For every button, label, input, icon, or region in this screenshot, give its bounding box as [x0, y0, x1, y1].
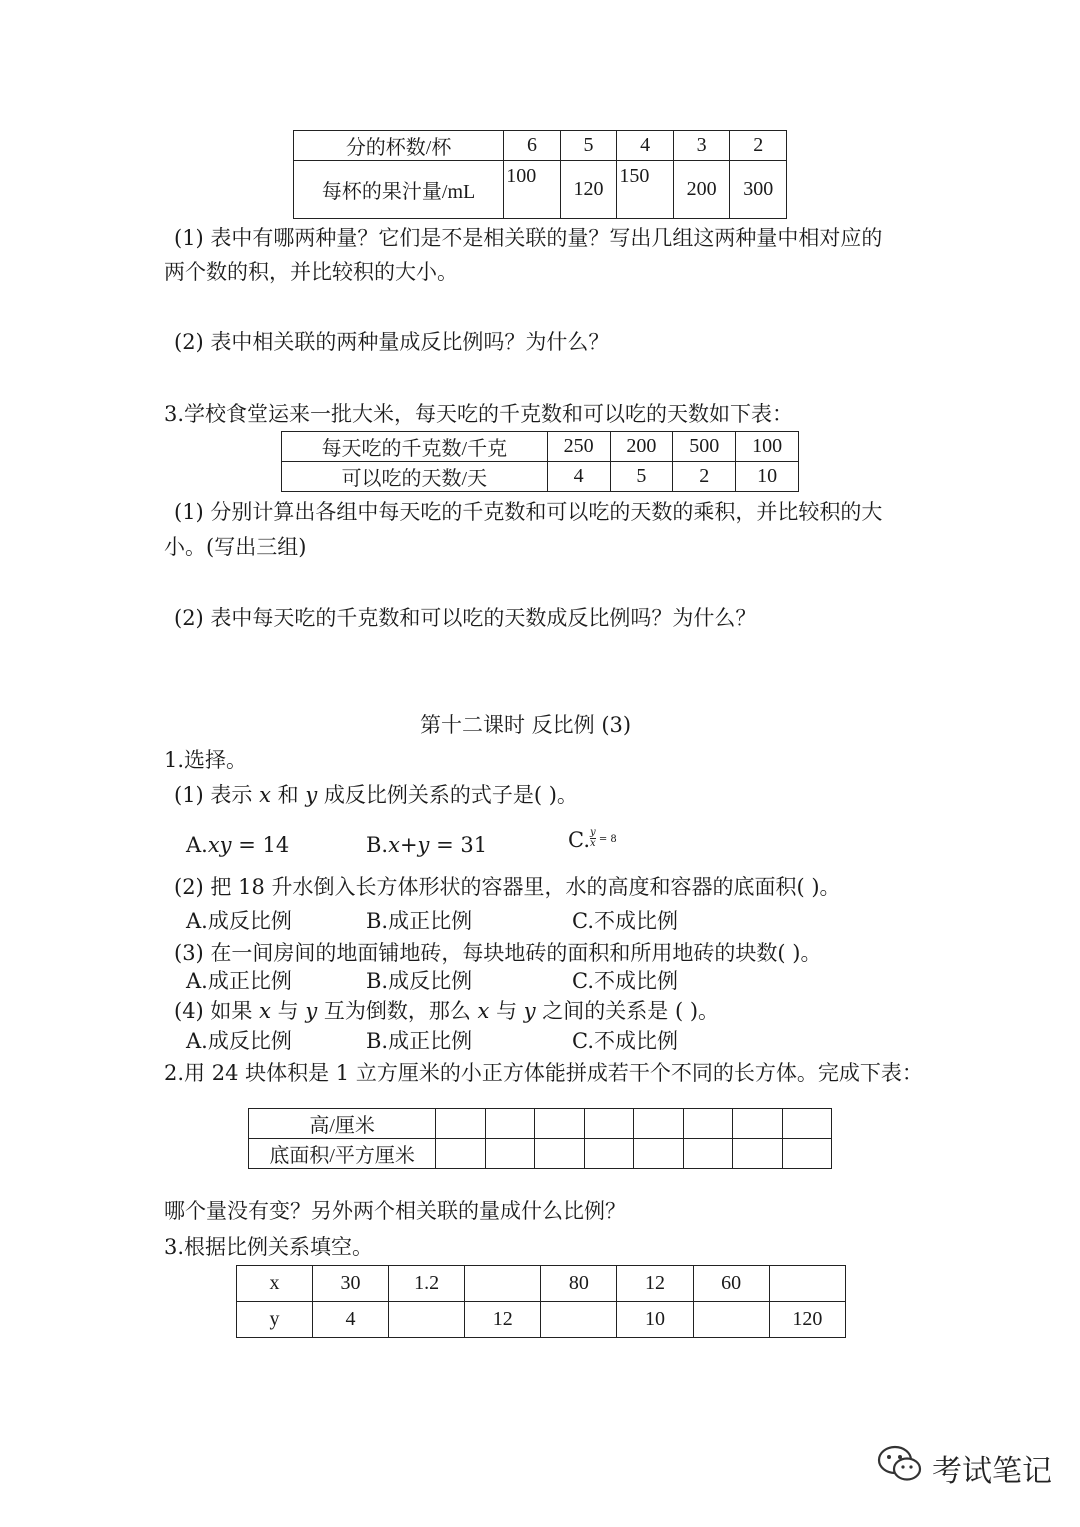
text-part: 和: [270, 783, 306, 807]
table-row: [237, 1302, 846, 1338]
option-c: C.不成比例: [572, 969, 678, 993]
table-cell: [436, 1139, 485, 1169]
table-cell: 可以吃的天数/天: [282, 462, 548, 492]
question-text: 两个数的积，并比较积的大小。: [164, 260, 458, 284]
table-cell: 5: [610, 462, 673, 492]
table-cell: [769, 1266, 845, 1302]
table-cell: 每杯的果汁量/mL: [294, 161, 504, 219]
question-text: (2) 把 18 升水倒入长方体形状的容器里，水的高度和容器的底面积( )。: [174, 875, 841, 899]
table-cell: 高/厘米: [249, 1109, 436, 1139]
table-row: [282, 432, 799, 462]
table-cell: y: [237, 1302, 313, 1338]
table-cell: [389, 1302, 465, 1338]
question-text: [174, 997, 719, 1025]
question-text: 小。(写出三组): [164, 535, 307, 559]
expression: xy: [207, 833, 232, 857]
table-cell: 100: [504, 161, 561, 219]
table-row: [282, 462, 799, 492]
denominator: x: [590, 838, 596, 849]
table-cell: 3: [673, 131, 730, 161]
table-cell: 200: [673, 161, 730, 219]
question-text: (1) 分别计算出各组中每天吃的千克数和可以吃的天数的乘积，并比较积的大: [174, 500, 883, 524]
table-cell: [535, 1109, 584, 1139]
text-part: 与: [270, 999, 306, 1023]
watermark: [876, 1444, 1052, 1492]
text-part: 与: [489, 999, 524, 1023]
question-text: 哪个量没有变？另外两个相关联的量成什么比例？: [164, 1199, 626, 1223]
wechat-icon: [876, 1444, 924, 1492]
table-row: [294, 161, 787, 219]
variable-x: x: [477, 999, 490, 1023]
table-cell: 4: [547, 462, 610, 492]
option-c: C.不成比例: [572, 909, 678, 933]
expression: = 8: [595, 834, 617, 845]
variable-x: x: [259, 783, 271, 807]
table-cell: 120: [560, 161, 617, 219]
table-cell: [634, 1109, 683, 1139]
table-cell: [733, 1139, 782, 1169]
text-part: 互为倒数，那么: [317, 999, 478, 1023]
table-cell: 2: [730, 131, 787, 161]
table-cell: 6: [504, 131, 561, 161]
variable-y: y: [523, 999, 536, 1023]
option-a: [186, 831, 289, 859]
table-cell: [733, 1109, 782, 1139]
table-cell: 80: [541, 1266, 617, 1302]
question-text: (2) 表中每天吃的千克数和可以吃的天数成反比例吗？为什么？: [174, 606, 757, 630]
table-cell: [535, 1139, 584, 1169]
table-cell: [683, 1139, 732, 1169]
table-cell: 120: [769, 1302, 845, 1338]
question-text: [174, 781, 578, 809]
table-cell: x: [237, 1266, 313, 1302]
table-cell: 30: [312, 1266, 388, 1302]
option-b: B.成反比例: [366, 969, 473, 993]
rice-table: [281, 431, 799, 492]
question-text: (1) 表中有哪两种量？它们是不是相关联的量？写出几组这两种量中相对应的: [174, 226, 883, 250]
table-row: [249, 1139, 832, 1169]
table-cell: 300: [730, 161, 787, 219]
section-stem: 3.根据比例关系填空。: [164, 1235, 374, 1259]
table-row: [294, 131, 787, 161]
expression: = 14: [231, 833, 290, 857]
table-cell: 200: [610, 432, 673, 462]
expression: = 31: [429, 833, 488, 857]
option-a: A.成正比例: [186, 969, 292, 993]
table-cell: [584, 1139, 633, 1169]
variable-y: y: [305, 999, 318, 1023]
table-cell: [584, 1109, 633, 1139]
proportion-table: [236, 1265, 846, 1338]
table-cell: 10: [617, 1302, 693, 1338]
text-part: 之间的关系是 ( )。: [535, 999, 720, 1023]
table-row: [249, 1109, 832, 1139]
table-cell: 12: [617, 1266, 693, 1302]
table-cell: 4: [617, 131, 674, 161]
table-cell: 150: [617, 161, 674, 219]
table-cell: 每天吃的千克数/千克: [282, 432, 548, 462]
table-cell: 分的杯数/杯: [294, 131, 504, 161]
option-c: [568, 826, 617, 854]
table-cell: 10: [736, 462, 799, 492]
table-cell: 4: [312, 1302, 388, 1338]
option-c: C.不成比例: [572, 1029, 678, 1053]
watermark-text: 考试笔记: [932, 1454, 1052, 1489]
section-stem: 1.选择。: [164, 748, 248, 772]
cuboid-table: [248, 1108, 832, 1169]
text-part: 成反比例关系的式子是( )。: [317, 783, 578, 807]
table-cell: [436, 1109, 485, 1139]
variable-x: x: [259, 999, 271, 1023]
table-cell: [485, 1139, 534, 1169]
text-part: (1) 表示: [174, 783, 260, 807]
table-cell: 100: [736, 432, 799, 462]
table-cell: [693, 1302, 769, 1338]
table-row: [237, 1266, 846, 1302]
table-cell: 60: [693, 1266, 769, 1302]
lesson-title: 第十二课时 反比例 (3): [420, 713, 632, 737]
option-letter: C.: [568, 828, 590, 852]
option-a: A.成反比例: [186, 909, 292, 933]
table-cell: [782, 1139, 831, 1169]
table-cell: [683, 1109, 732, 1139]
table-cell: 500: [673, 432, 736, 462]
table-cell: [485, 1109, 534, 1139]
table-cell: [541, 1302, 617, 1338]
question-text: (3) 在一间房间的地面铺地砖，每块地砖的面积和所用地砖的块数( )。: [174, 941, 822, 965]
text-part: (4) 如果: [174, 999, 260, 1023]
table-cell: 底面积/平方厘米: [249, 1139, 436, 1169]
question-stem: 3.学校食堂运来一批大米，每天吃的千克数和可以吃的天数如下表：: [164, 402, 794, 426]
option-b: B.成正比例: [366, 909, 473, 933]
table-cell: [782, 1109, 831, 1139]
table-cell: 250: [547, 432, 610, 462]
expression: x+y: [388, 833, 430, 857]
table-cell: [465, 1266, 541, 1302]
table-cell: 1.2: [389, 1266, 465, 1302]
table-cell: 12: [465, 1302, 541, 1338]
table-cell: [634, 1139, 683, 1169]
section-stem: 2.用 24 块体积是 1 立方厘米的小正方体能拼成若干个不同的长方体。完成下表：: [164, 1061, 923, 1085]
table-cell: 2: [673, 462, 736, 492]
juice-table: [293, 130, 787, 219]
question-text: (2) 表中相关联的两种量成反比例吗？为什么？: [174, 330, 610, 354]
option-letter: B.: [366, 833, 389, 857]
table-cell: 5: [560, 131, 617, 161]
numerator: y: [590, 827, 596, 838]
option-a: A.成反比例: [186, 1029, 292, 1053]
option-b: B.成正比例: [366, 1029, 473, 1053]
variable-y: y: [305, 783, 318, 807]
option-letter: A.: [186, 833, 208, 857]
option-b: [366, 831, 487, 859]
